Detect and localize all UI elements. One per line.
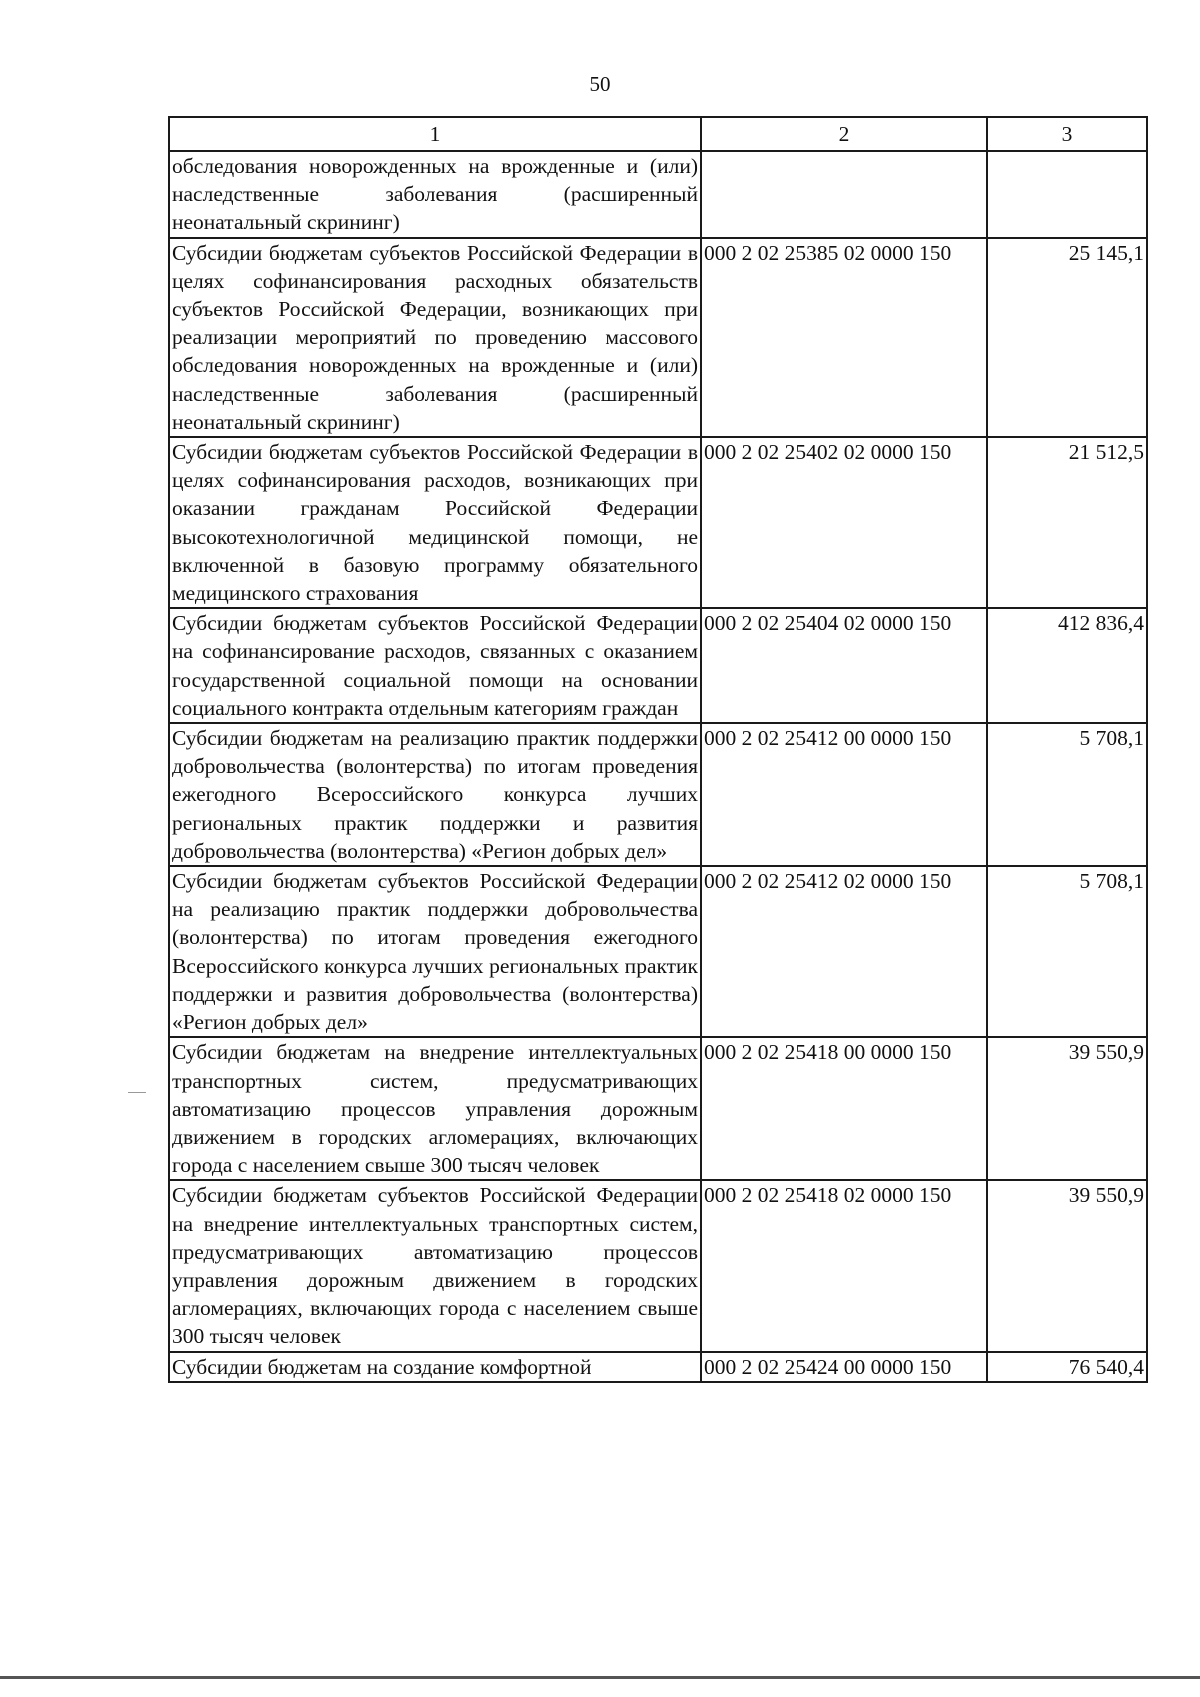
row-description: Субсидии бюджетам субъектов Российской Федерации в целях софинансирования расходов, возникающих при оказании гражданам Российской Федерации высокотехнологичной медицинской помощи, не включенной в базовую программу обязательного медицинского страхования — [169, 437, 701, 608]
row-description: Субсидии бюджетам на внедрение интеллектуальных транспортных систем, предусматривающих автоматизацию процессов управления дорожным движением в городских агломерациях, включающих города с населением свыше 300 тысяч человек — [169, 1037, 701, 1180]
column-header-1: 1 — [169, 117, 701, 151]
row-description: Субсидии бюджетам на реализацию практик поддержки добровольчества (волонтерства) по итогам проведения ежегодного Всероссийского конкурса лучших региональных практик поддержки и развития добровольчества (волонтерства) «Регион добрых дел» — [169, 723, 701, 866]
row-description: обследования новорожденных на врожденные и (или) наследственные заболевания (расширенный неонатальный скрининг) — [169, 151, 701, 238]
table-row — [169, 866, 1147, 1037]
budget-revenue-table — [168, 116, 1148, 1383]
row-description: Субсидии бюджетам субъектов Российской Федерации на реализацию практик поддержки добровольчества (волонтерства) по итогам проведения ежегодного Всероссийского конкурса лучших региональных практик поддержки и развития добровольчества (волонтерства) «Регион добрых дел» — [169, 866, 701, 1037]
table-header-row — [169, 117, 1147, 151]
row-description: Субсидии бюджетам субъектов Российской Федерации на софинансирование расходов, связанных с оказанием государственной социальной помощи на основании социального контракта отдельным категориям граждан — [169, 608, 701, 723]
table-row — [169, 437, 1147, 608]
row-amount: 76 540,4 — [987, 1352, 1147, 1382]
row-budget-code: 000 2 02 25412 00 0000 150 — [701, 723, 987, 866]
row-amount: 39 550,9 — [987, 1037, 1147, 1180]
row-amount: 5 708,1 — [987, 723, 1147, 866]
table-row — [169, 151, 1147, 238]
row-amount: 25 145,1 — [987, 238, 1147, 437]
row-amount: 21 512,5 — [987, 437, 1147, 608]
table-row — [169, 723, 1147, 866]
table-row — [169, 1180, 1147, 1351]
row-budget-code: 000 2 02 25418 02 0000 150 — [701, 1180, 987, 1351]
row-amount: 5 708,1 — [987, 866, 1147, 1037]
row-description: Субсидии бюджетам субъектов Российской Федерации на внедрение интеллектуальных транспортных систем, предусматривающих автоматизацию процессов управления дорожным движением в городских агломерациях, включающих города с населением свыше 300 тысяч человек — [169, 1180, 701, 1351]
row-budget-code: 000 2 02 25412 02 0000 150 — [701, 866, 987, 1037]
row-amount: 39 550,9 — [987, 1180, 1147, 1351]
table-row — [169, 608, 1147, 723]
row-budget-code: 000 2 02 25385 02 0000 150 — [701, 238, 987, 437]
page-number: 50 — [589, 72, 611, 96]
row-description: Субсидии бюджетам на создание комфортной — [169, 1352, 701, 1382]
row-budget-code: 000 2 02 25402 02 0000 150 — [701, 437, 987, 608]
column-header-3: 3 — [987, 117, 1147, 151]
row-budget-code: 000 2 02 25418 00 0000 150 — [701, 1037, 987, 1180]
row-amount — [987, 151, 1147, 238]
row-budget-code: 000 2 02 25424 00 0000 150 — [701, 1352, 987, 1382]
row-budget-code — [701, 151, 987, 238]
margin-mark — [128, 1092, 146, 1093]
column-header-2: 2 — [701, 117, 987, 151]
scan-edge-line — [0, 1676, 1200, 1679]
table-row — [169, 1352, 1147, 1382]
row-amount: 412 836,4 — [987, 608, 1147, 723]
table-row — [169, 238, 1147, 437]
row-budget-code: 000 2 02 25404 02 0000 150 — [701, 608, 987, 723]
table-row — [169, 1037, 1147, 1180]
row-description: Субсидии бюджетам субъектов Российской Федерации в целях софинансирования расходных обязательств субъектов Российской Федерации, возникающих при реализации мероприятий по проведению массового обследования новорожденных на врожденные и (или) наследственные заболевания (расширенный неонатальный скрининг) — [169, 238, 701, 437]
